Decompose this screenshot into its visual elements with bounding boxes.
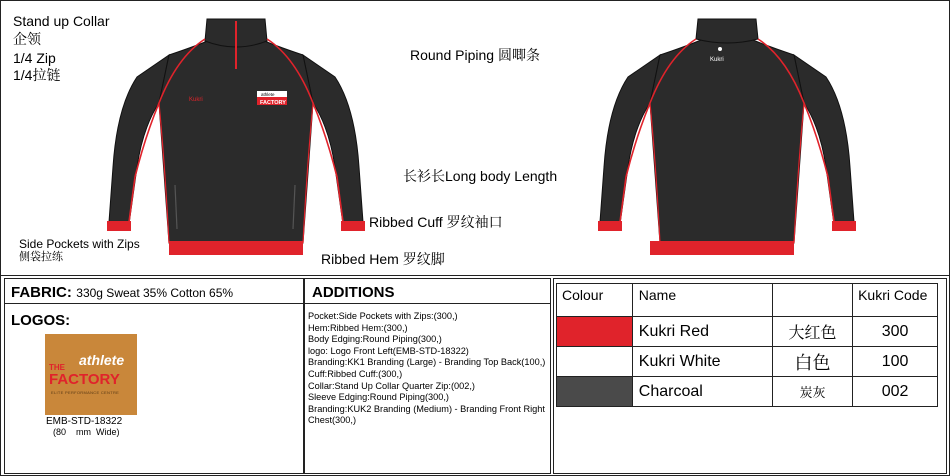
- addition-item: Cuff:Ribbed Cuff:(300,): [308, 368, 403, 379]
- additions-label: ADDITIONS: [312, 284, 395, 301]
- colour-cn-name: 白色: [772, 347, 852, 377]
- addition-item: Body Edging:Round Piping(300,): [308, 334, 442, 345]
- addition-item: Branding:KK1 Branding (Large) - Branding Top Back(100,): [308, 357, 546, 368]
- logo-tagline: ELITE PERFORMANCE CENTRE: [51, 390, 120, 395]
- addition-item: Pocket:Side Pockets with Zips:(300,): [308, 311, 458, 321]
- colour-name: Kukri Red: [632, 317, 772, 347]
- colour-table: [556, 283, 938, 407]
- code-header: Kukri Code: [853, 284, 938, 317]
- front-logo-text: athlete: [261, 92, 275, 97]
- pockets-label-en: Side Pockets with Zips: [19, 237, 140, 251]
- colour-header: Colour: [557, 284, 633, 317]
- table-row: [557, 317, 938, 347]
- pockets-label-cn: 侧袋拉练: [19, 251, 63, 263]
- colour-swatch: [557, 347, 633, 377]
- front-logo-sub: FACTORY: [260, 100, 286, 106]
- jacket-back-drawing: [598, 17, 856, 257]
- back-brand-text: Kukri: [710, 57, 724, 63]
- colour-cn-name: 炭灰: [772, 377, 852, 407]
- logo-size: (80 mm Wide): [53, 427, 120, 437]
- addition-item: logo: Logo Front Left(EMB-STD-18322): [308, 345, 469, 356]
- addition-item: Hem:Ribbed Hem:(300,): [308, 322, 408, 333]
- logos-label: LOGOS:: [11, 312, 71, 329]
- addition-item: Collar:Stand Up Collar Quarter Zip:(002,): [308, 380, 475, 391]
- logo-word-the: THE: [49, 363, 65, 372]
- hem-label: Ribbed Hem 罗纹脚: [321, 251, 445, 267]
- front-brand-text: Kukri: [189, 97, 203, 103]
- name-header: Name: [632, 284, 772, 317]
- fabric-label: FABRIC:: [11, 284, 72, 301]
- zip-label-en: 1/4 Zip: [13, 50, 56, 66]
- collar-label-en: Stand up Collar: [13, 13, 110, 29]
- addition-item: Sleeve Edging:Round Piping(300,): [308, 392, 449, 403]
- fabric-value: 330g Sweat 35% Cotton 65%: [76, 286, 234, 300]
- zip-label-cn: 1/4拉链: [13, 67, 61, 83]
- colour-code: 002: [853, 377, 938, 407]
- athlete-factory-logo: [45, 334, 137, 415]
- cuff-label: Ribbed Cuff 罗纹袖口: [369, 214, 503, 230]
- cn-header: [772, 284, 852, 317]
- fabric-row: [11, 284, 233, 302]
- addition-item: Branding:KUK2 Branding (Medium) - Branding Front Right Chest(300,): [308, 403, 545, 426]
- table-row: [557, 347, 938, 377]
- body-length-label: 长衫长Long body Length: [403, 168, 558, 184]
- colour-cn-name: 大红色: [772, 317, 852, 347]
- colour-swatch: [557, 317, 633, 347]
- colour-code: 100: [853, 347, 938, 377]
- jacket-front-drawing: [107, 17, 365, 257]
- colour-code: 300: [853, 317, 938, 347]
- logo-word-factory: FACTORY: [49, 371, 120, 388]
- logo-word-athlete: athlete: [79, 352, 125, 368]
- colour-name: Charcoal: [632, 377, 772, 407]
- logo-code: EMB-STD-18322: [46, 416, 123, 427]
- collar-label-cn: 企领: [13, 31, 41, 47]
- colour-name: Kukri White: [632, 347, 772, 377]
- additions-list: [308, 311, 552, 427]
- colour-swatch: [557, 377, 633, 407]
- piping-label: Round Piping 圆唧条: [410, 47, 540, 63]
- table-row: [557, 377, 938, 407]
